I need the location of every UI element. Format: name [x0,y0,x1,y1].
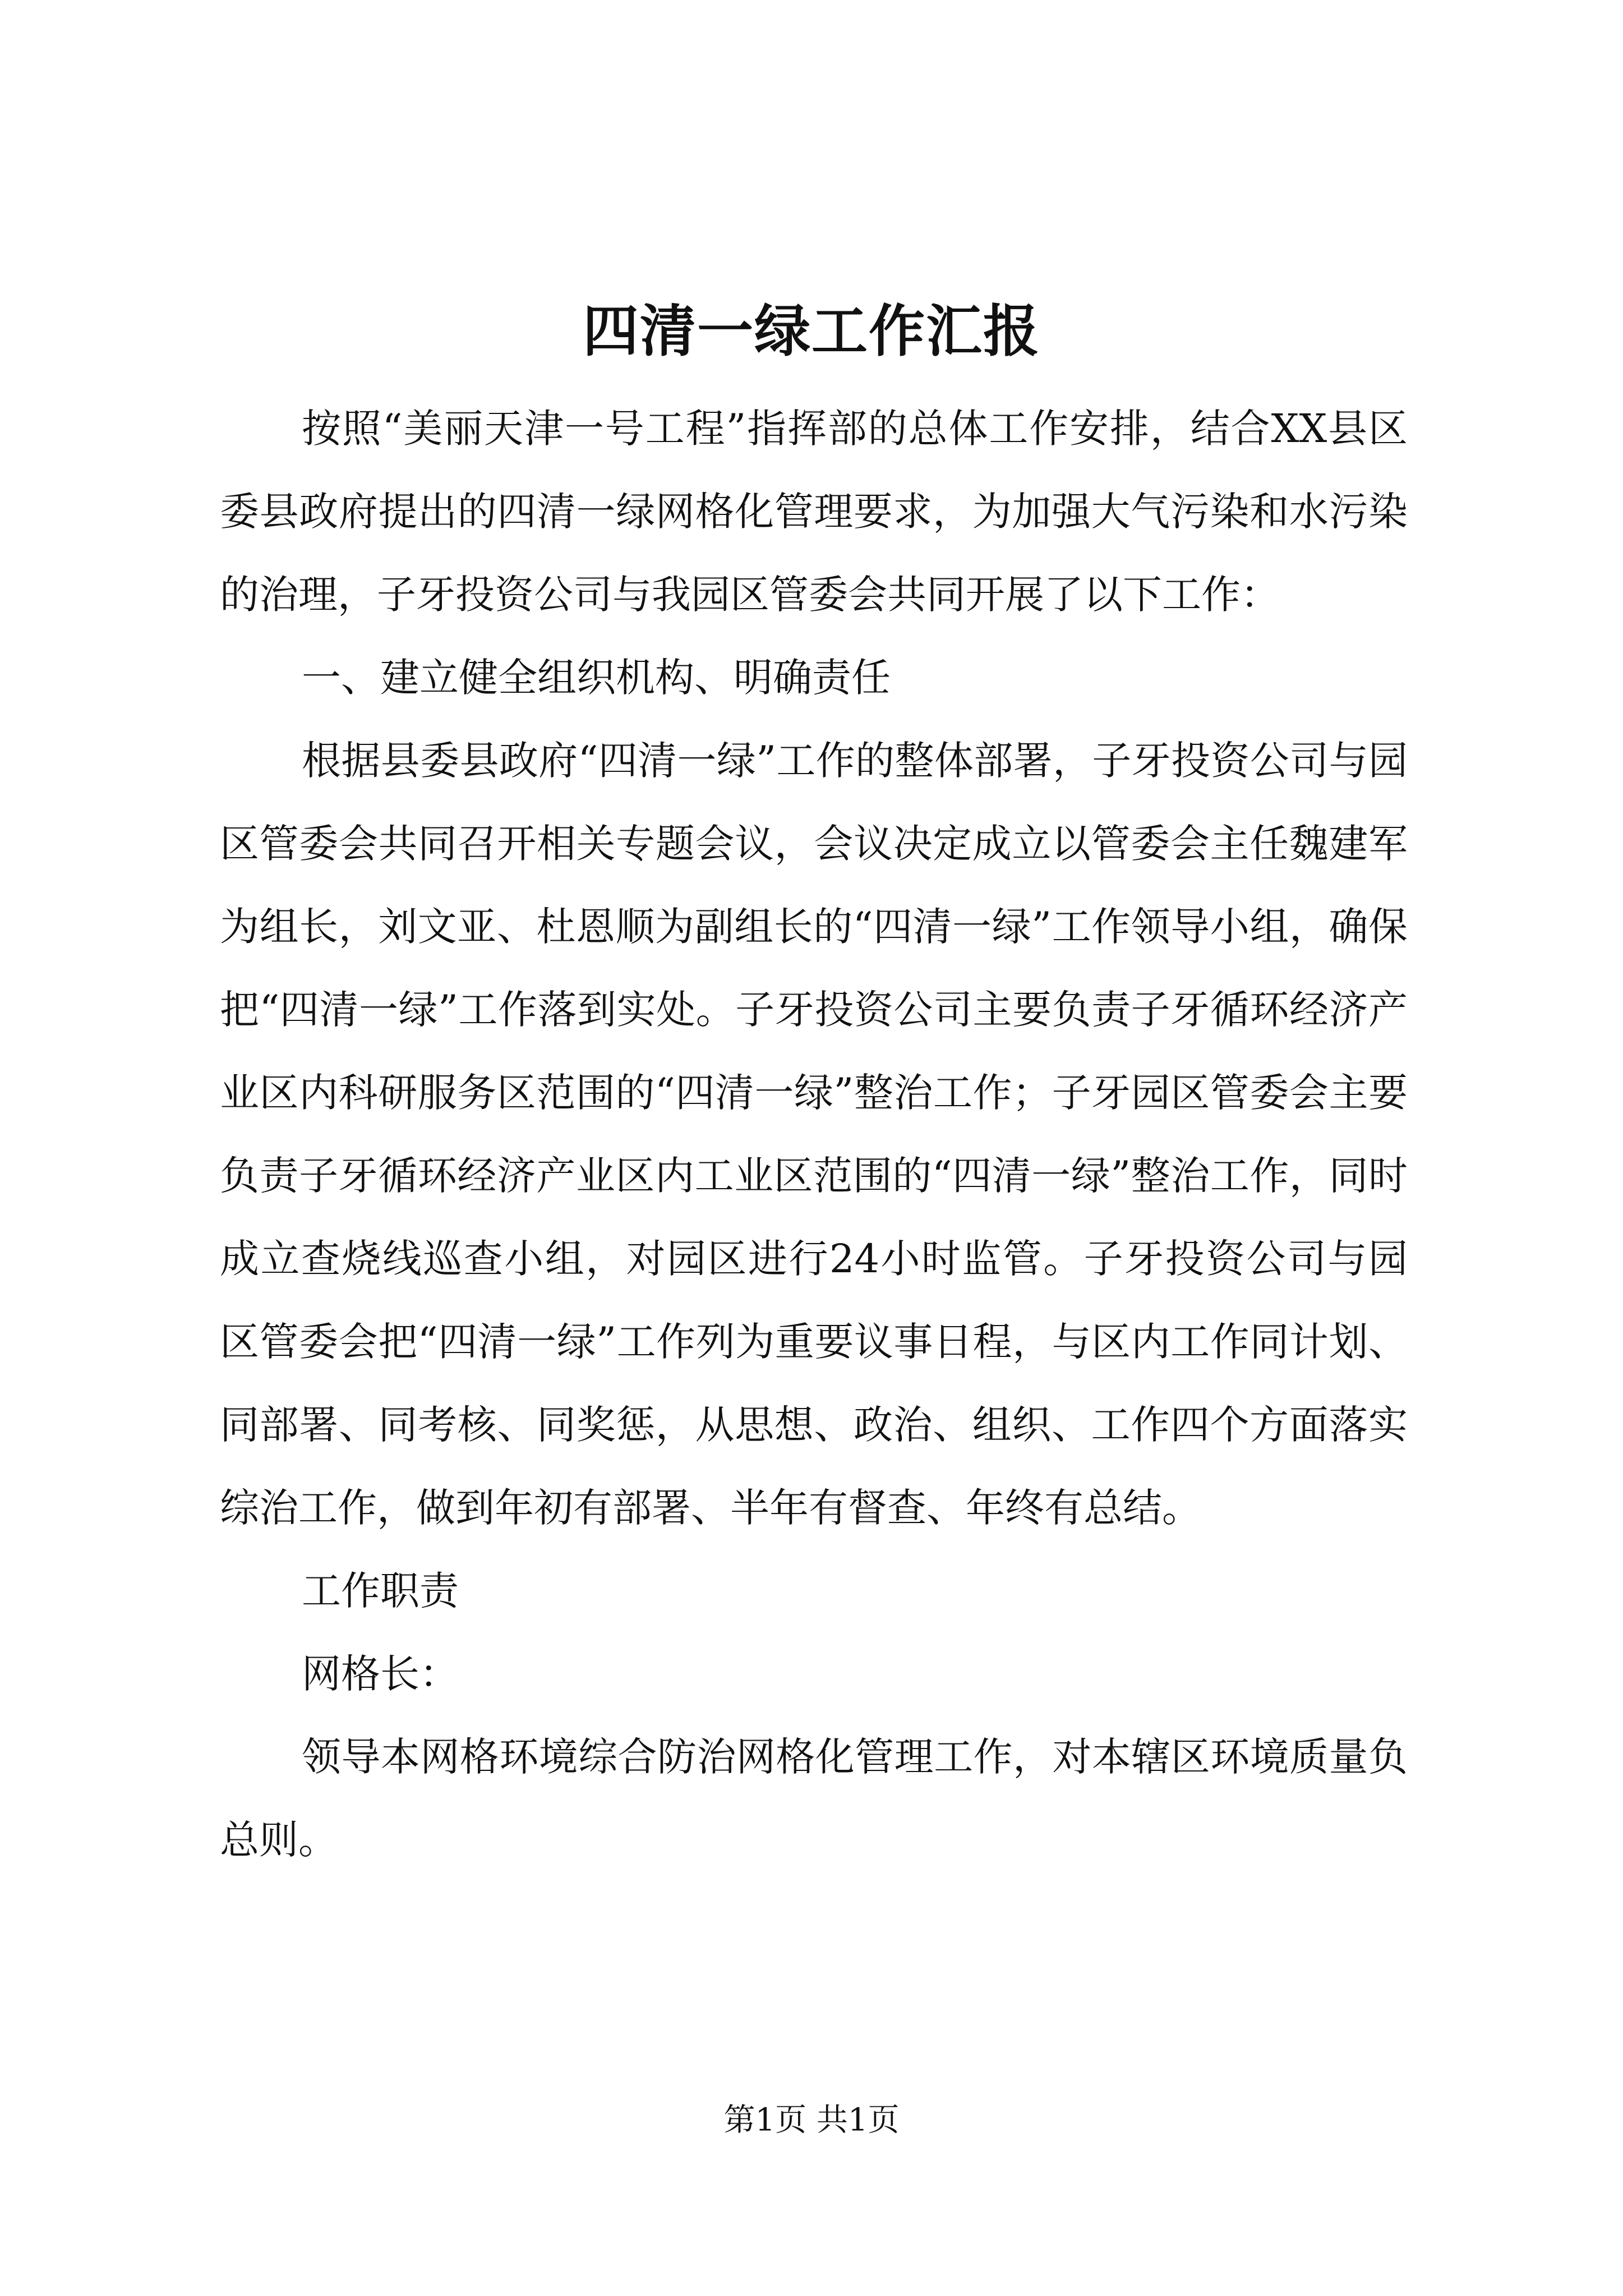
document-title: 四清一绿工作汇报 [583,298,1040,364]
section-heading-organization: 一、建立健全组织机构、明确责任 [302,655,891,701]
paragraph-grid-leader: 领导本网格环境综合防治网格化管理工作，对本辖区环境质量负总则。 [220,1734,1408,1863]
document-body [220,387,1408,1881]
heading-duties: 工作职责 [302,1568,459,1614]
paragraph-intro: 按照“美丽天津一号工程”指挥部的总体工作安排，结合XX县区委县政府提出的四清一绿网格化管理要求，为加强大气污染和水污染的治理，子牙投资公司与我园区管委会共同开展了以下工作： [220,406,1408,618]
heading-grid-leader: 网格长： [302,1651,459,1697]
page-footer: 第1页 共1页 [723,2102,900,2138]
paragraph-organization: 根据县委县政府“四清一绿”工作的整体部署，子牙投资公司与园区管委会共同召开相关专题会议，会议决定成立以管委会主任魏建军为组长，刘文亚、杜恩顺为副组长的“四清一绿”工作领导小组，确保把“四清一绿”工作落到实处。子牙投资公司主要负责子牙循环经济产业区内科研服务区范围的“四清一绿”整治工作；子牙园区管委会主要负责子牙循环经济产业区内工业区范围的“四清一绿”整治工作，同时成立查烧线巡查小组，对园区进行24小时监管。子牙投资公司与园区管委会把“四清一绿”工作列为重要议事日程，与区内工作同计划、同部署、同考核、同奖惩，从思想、政治、组织、工作四个方面落实综治工作，做到年初有部署、半年有督查、年终有总结。 [220,738,1408,1531]
